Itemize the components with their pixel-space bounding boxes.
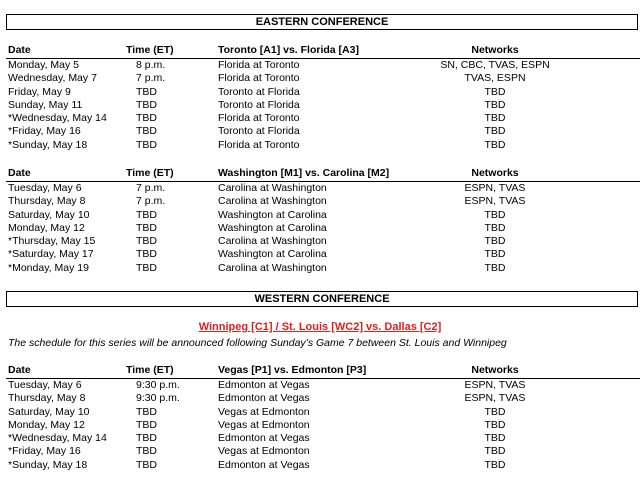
game-networks: TBD — [484, 98, 506, 111]
game-date: Sunday, May 11 — [8, 98, 83, 111]
game-date: Monday, May 12 — [8, 221, 85, 234]
date-header: Date — [8, 167, 31, 179]
game-matchup: Carolina at Washington — [218, 182, 327, 194]
game-time: TBD — [136, 418, 157, 431]
game-matchup: Washington at Carolina — [218, 221, 327, 234]
game-matchup: Florida at Toronto — [218, 59, 300, 71]
game-time: 7 p.m. — [136, 72, 166, 85]
game-date: *Friday, May 16 — [8, 445, 81, 458]
western-conference-title: WESTERN CONFERENCE — [254, 293, 390, 305]
game-time: TBD — [136, 138, 157, 151]
game-time: TBD — [136, 261, 157, 274]
game-date: *Friday, May 16 — [8, 125, 81, 138]
game-date: *Wednesday, May 14 — [8, 432, 107, 445]
game-date: Tuesday, May 6 — [8, 182, 82, 194]
schedule-row — [0, 59, 640, 72]
game-date: *Saturday, May 17 — [8, 248, 94, 261]
game-networks: TBD — [484, 112, 506, 125]
networks-header: Networks — [471, 167, 519, 179]
game-time: 8 p.m. — [136, 59, 166, 71]
game-date: Wednesday, May 7 — [8, 72, 97, 85]
game-date: *Sunday, May 18 — [8, 138, 88, 151]
game-time: TBD — [136, 85, 157, 98]
game-matchup: Carolina at Washington — [218, 235, 327, 248]
schedule-row — [0, 445, 640, 458]
game-time: 7 p.m. — [136, 182, 166, 194]
time-header: Time (ET) — [126, 167, 174, 179]
game-time: 9:30 p.m. — [136, 392, 180, 405]
game-time: 7 p.m. — [136, 195, 166, 208]
date-header: Date — [8, 364, 31, 376]
game-matchup: Florida at Toronto — [218, 72, 300, 85]
series-washington-carolina — [0, 167, 640, 275]
schedule-row — [0, 195, 640, 208]
game-matchup: Washington at Carolina — [218, 248, 327, 261]
matchup-header: Toronto [A1] vs. Florida [A3] — [218, 44, 359, 56]
schedule-row — [0, 182, 640, 195]
game-matchup: Edmonton at Vegas — [218, 458, 310, 471]
game-networks: ESPN, TVAS — [464, 392, 526, 405]
game-networks: TBD — [484, 261, 506, 274]
networks-header: Networks — [471, 364, 519, 376]
game-networks: TBD — [484, 418, 506, 431]
game-date: *Wednesday, May 14 — [8, 112, 107, 125]
schedule-row — [0, 379, 640, 392]
game-networks: TBD — [484, 248, 506, 261]
game-time: TBD — [136, 458, 157, 471]
game-networks: TBD — [484, 208, 506, 221]
schedule-row — [0, 72, 640, 85]
game-networks: ESPN, TVAS — [464, 195, 526, 208]
game-networks: TBD — [484, 221, 506, 234]
game-time: TBD — [136, 235, 157, 248]
game-date: Tuesday, May 6 — [8, 379, 82, 391]
game-matchup: Edmonton at Vegas — [218, 392, 310, 405]
schedule-row — [0, 406, 640, 419]
schedule-row — [0, 222, 640, 235]
game-networks: TBD — [484, 138, 506, 151]
game-networks: ESPN, TVAS — [464, 182, 526, 194]
game-matchup: Washington at Carolina — [218, 208, 327, 221]
schedule-row — [0, 99, 640, 112]
schedule-row — [0, 112, 640, 125]
game-networks: TBD — [484, 405, 506, 418]
game-matchup: Edmonton at Vegas — [218, 379, 310, 391]
game-time: TBD — [136, 432, 157, 445]
pending-series-title: Winnipeg [C1] / St. Louis [WC2] vs. Dallas [C2] — [198, 321, 442, 333]
game-date: Thursday, May 8 — [8, 392, 86, 405]
game-networks: TBD — [484, 85, 506, 98]
game-time: TBD — [136, 112, 157, 125]
schedule-row — [0, 392, 640, 405]
schedule-row — [0, 432, 640, 445]
game-networks: SN, CBC, TVAS, ESPN — [440, 59, 550, 71]
game-date: Saturday, May 10 — [8, 208, 90, 221]
game-time: TBD — [136, 125, 157, 138]
game-matchup: Florida at Toronto — [218, 112, 300, 125]
schedule-row — [0, 125, 640, 138]
game-matchup: Toronto at Florida — [218, 125, 300, 138]
pending-series-note: The schedule for this series will be announced following Sunday’s Game 7 between St. Louis and Winnipeg — [8, 337, 507, 349]
western-conference-banner — [6, 291, 638, 307]
game-matchup: Vegas at Edmonton — [218, 445, 310, 458]
game-matchup: Edmonton at Vegas — [218, 432, 310, 445]
game-networks: TVAS, ESPN — [464, 72, 526, 85]
game-matchup: Carolina at Washington — [218, 261, 327, 274]
game-date: *Monday, May 19 — [8, 261, 89, 274]
schedule-row — [0, 209, 640, 222]
game-networks: TBD — [484, 458, 506, 471]
game-date: *Thursday, May 15 — [8, 235, 96, 248]
game-matchup: Toronto at Florida — [218, 85, 300, 98]
game-networks: TBD — [484, 432, 506, 445]
game-networks: ESPN, TVAS — [464, 379, 526, 391]
game-time: TBD — [136, 221, 157, 234]
schedule-row — [0, 235, 640, 248]
schedule-row — [0, 248, 640, 261]
time-header: Time (ET) — [126, 44, 174, 56]
game-time: TBD — [136, 98, 157, 111]
series-toronto-florida — [0, 44, 640, 152]
game-date: *Sunday, May 18 — [8, 458, 88, 471]
time-header: Time (ET) — [126, 364, 174, 376]
eastern-conference-title: EASTERN CONFERENCE — [255, 16, 389, 28]
series-header — [0, 44, 640, 58]
game-date: Thursday, May 8 — [8, 195, 86, 208]
game-date: Monday, May 5 — [8, 59, 80, 71]
schedule-row — [0, 419, 640, 432]
game-matchup: Florida at Toronto — [218, 138, 300, 151]
series-header — [0, 167, 640, 181]
schedule-rows — [0, 182, 640, 275]
matchup-header: Vegas [P1] vs. Edmonton [P3] — [218, 364, 367, 376]
schedule-row — [0, 86, 640, 99]
schedule-rows — [0, 379, 640, 472]
game-time: 9:30 p.m. — [136, 379, 180, 391]
game-matchup: Vegas at Edmonton — [218, 405, 310, 418]
date-header: Date — [8, 44, 31, 56]
networks-header: Networks — [471, 44, 519, 56]
game-networks: TBD — [484, 125, 506, 138]
game-time: TBD — [136, 208, 157, 221]
game-date: Monday, May 12 — [8, 418, 85, 431]
game-networks: TBD — [484, 235, 506, 248]
matchup-header: Washington [M1] vs. Carolina [M2] — [218, 167, 390, 179]
game-date: Saturday, May 10 — [8, 405, 90, 418]
game-time: TBD — [136, 405, 157, 418]
game-time: TBD — [136, 445, 157, 458]
game-networks: TBD — [484, 445, 506, 458]
schedule-row — [0, 262, 640, 275]
game-matchup: Carolina at Washington — [218, 195, 327, 208]
series-vegas-edmonton — [0, 364, 640, 472]
game-date: Friday, May 9 — [8, 85, 71, 98]
game-matchup: Toronto at Florida — [218, 98, 300, 111]
game-matchup: Vegas at Edmonton — [218, 418, 310, 431]
eastern-conference-banner — [6, 14, 638, 30]
series-header — [0, 364, 640, 378]
schedule-rows — [0, 59, 640, 152]
schedule-row — [0, 139, 640, 152]
schedule-row — [0, 459, 640, 472]
game-time: TBD — [136, 248, 157, 261]
